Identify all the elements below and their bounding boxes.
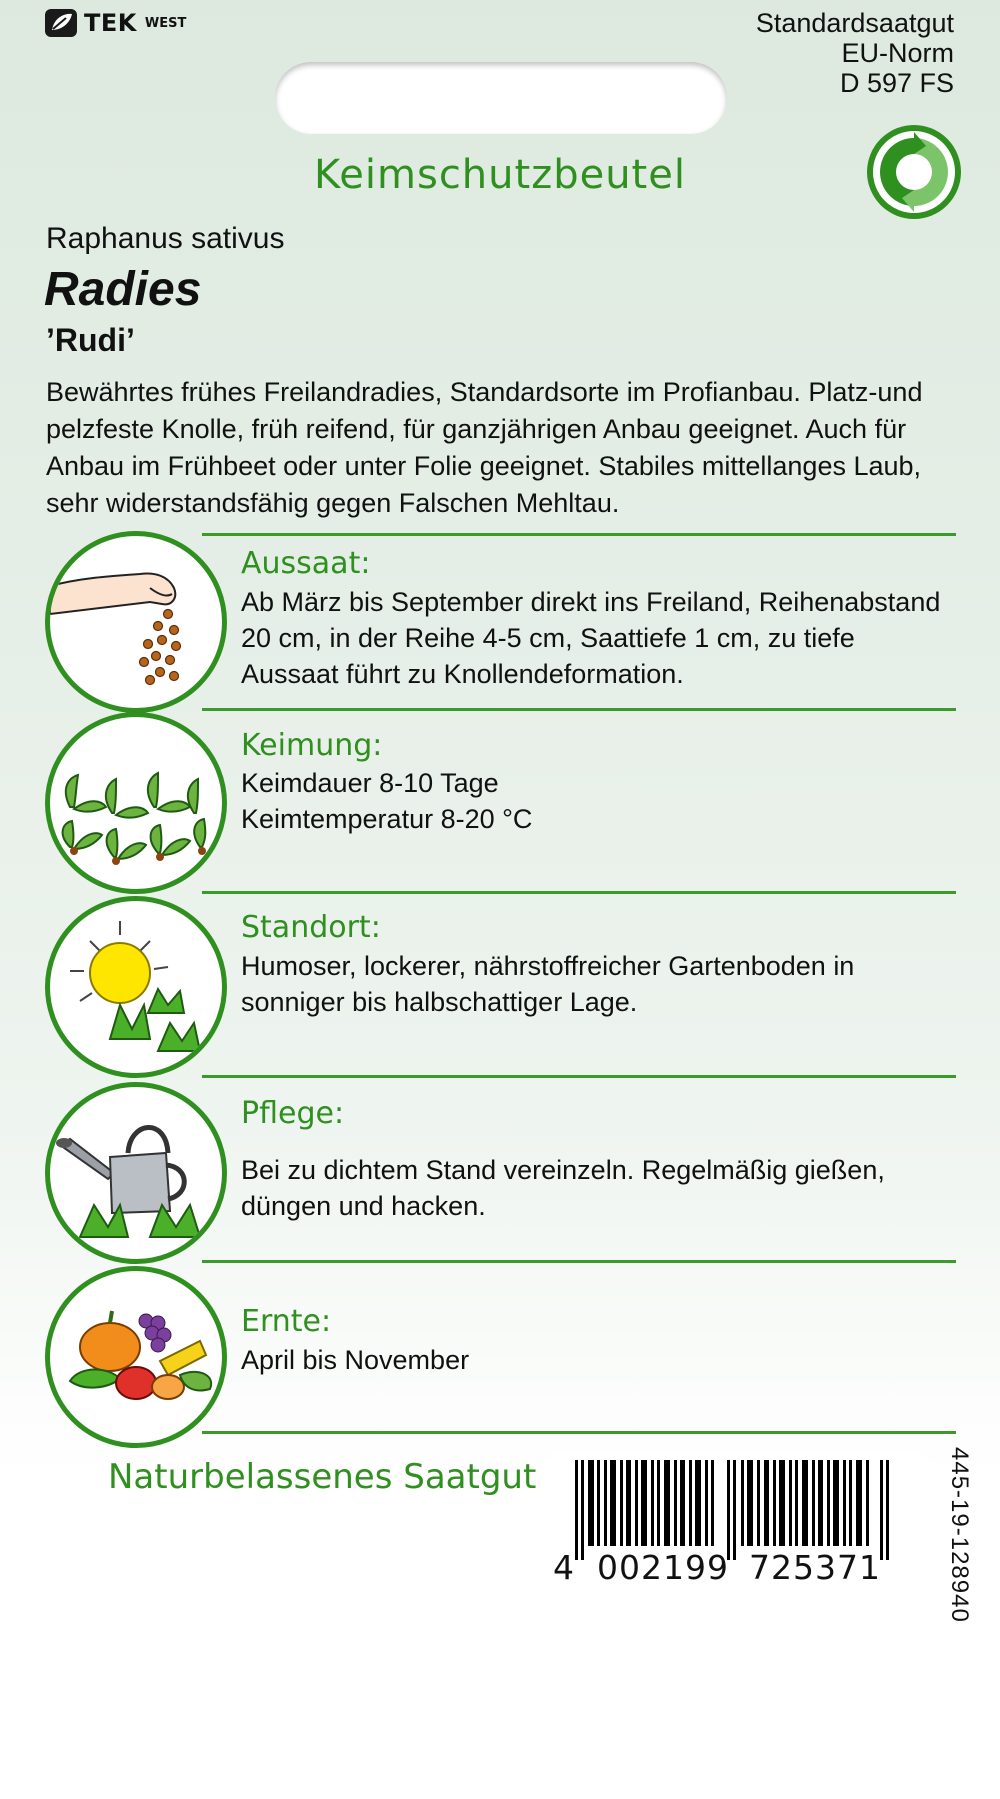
footer-label: Naturbelassenes Saatgut bbox=[108, 1457, 537, 1497]
section-body-pflege: Bei zu dichtem Stand vereinzeln. Regelmäßig gießen, düngen und hacken. bbox=[241, 1155, 885, 1221]
side-code: 445-19-128940 bbox=[946, 1447, 973, 1623]
divider bbox=[202, 891, 956, 894]
variety-name: ’Rudi’ bbox=[46, 322, 135, 358]
leaf-logo-icon bbox=[44, 8, 78, 38]
barcode-digit-group: 002199 bbox=[597, 1548, 729, 1587]
section-title-standort: Standort: bbox=[241, 910, 381, 945]
section-title-keimung: Keimung: bbox=[241, 728, 383, 763]
keimdauer-line: Keimdauer 8-10 Tage bbox=[241, 768, 499, 798]
standard-block bbox=[756, 8, 954, 98]
latin-name: Raphanus sativus bbox=[46, 222, 285, 255]
barcode-digit-group: 4 bbox=[553, 1548, 575, 1587]
sun-plants-icon bbox=[45, 896, 227, 1078]
section-title-aussaat: Aussaat: bbox=[241, 546, 371, 581]
barcode-number bbox=[553, 1548, 893, 1587]
section-body-ernte: April bis November bbox=[241, 1345, 470, 1375]
watering-can-icon bbox=[45, 1082, 227, 1264]
keimtemperatur-line: Keimtemperatur 8-20 °C bbox=[241, 804, 533, 834]
packet-heading: Keimschutzbeutel bbox=[314, 152, 686, 198]
tekwest-logo bbox=[44, 8, 186, 38]
product-name: Radies bbox=[44, 263, 202, 316]
section-body-keimung bbox=[241, 765, 956, 837]
standard-line: D 597 FS bbox=[839, 68, 954, 98]
standard-line: Standardsaatgut bbox=[755, 8, 954, 38]
hang-hole bbox=[275, 62, 727, 134]
section-body-aussaat: Ab März bis September direkt ins Freiland, Reihenabstand 20 cm, in der Reihe 4-5 cm, Saattiefe 1 cm, zu tiefe Aussaat führt zu Knollendeformation. bbox=[241, 587, 941, 689]
sowing-hand-icon bbox=[45, 531, 227, 713]
product-description: Bewährtes frühes Freilandradies, Standardsorte im Profianbau. Platz-und pelzfeste Knolle, früh reifend, für ganzjährigen Anbau geeignet. Auch für Anbau im Frühbeet oder unter Folie geeignet. Stabiles mittellanges Laub, sehr widerstandsfähig gegen Falschen Mehltau. bbox=[46, 377, 923, 518]
brand-name: TEK bbox=[84, 9, 137, 37]
divider bbox=[202, 1431, 956, 1434]
section-body-standort: Humoser, lockerer, nährstoffreicher Gartenboden in sonniger bis halbschattiger Lage. bbox=[241, 951, 855, 1017]
brand-sub: WEST bbox=[144, 15, 187, 31]
divider bbox=[202, 1260, 956, 1263]
divider bbox=[202, 533, 956, 536]
barcode-icon bbox=[575, 1460, 895, 1560]
divider bbox=[202, 1075, 956, 1078]
section-title-pflege: Pflege: bbox=[241, 1096, 345, 1131]
standard-line: EU-Norm bbox=[841, 38, 954, 68]
seedlings-icon bbox=[45, 712, 227, 894]
barcode-digit-group: 725371 bbox=[748, 1548, 881, 1587]
divider bbox=[202, 708, 956, 711]
section-title-ernte: Ernte: bbox=[241, 1304, 332, 1339]
vegetables-icon bbox=[45, 1266, 227, 1448]
